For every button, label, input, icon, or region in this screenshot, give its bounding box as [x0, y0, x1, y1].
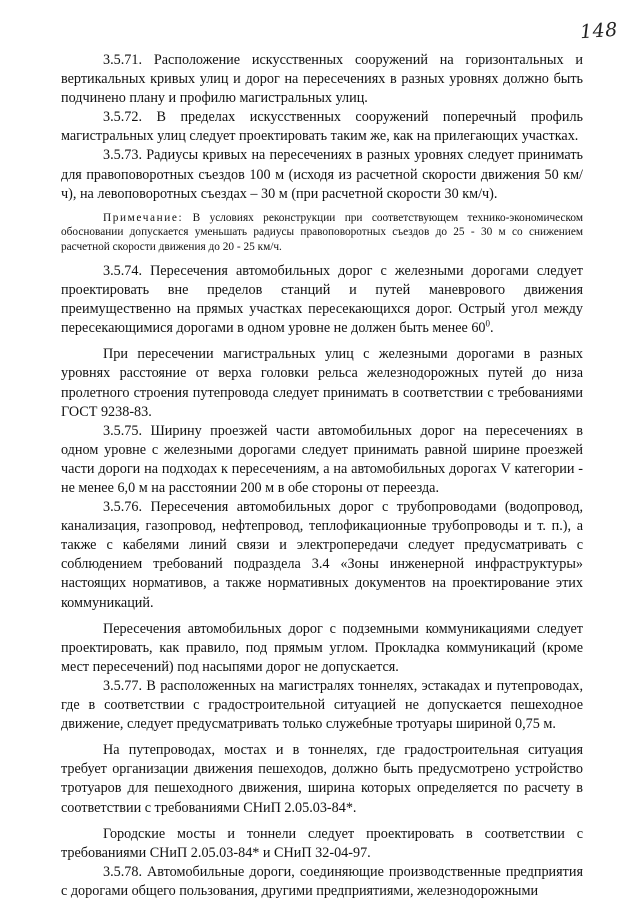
paragraph-3-5-77-bridges: Городские мосты и тоннели следует проектировать в соответствии с требованиями СНиП 2.05.03-84* и СНиП 32-04-97. [61, 825, 583, 861]
note-label: Примечание: [103, 211, 184, 224]
paragraph-3-5-71: 3.5.71. Расположение искусственных сооружений на горизонтальных и вертикальных кривых улиц и дорог на пересечениях в разных уровнях должно быть подчинено плану и профилю магистральных улиц. [61, 52, 583, 107]
note-paragraph [61, 211, 583, 254]
page-number: 148 [579, 18, 619, 44]
paragraph-3-5-74-text: 3.5.74. Пересечения автомобильных дорог с железными дорогами следует проектировать вне пределов станций и путей маневрового движения преимущественно на прямых участках пересекающихся дорог. Острый угол между пересекающимися дорогами в одном уровне не должен быть менее 60 [61, 262, 583, 337]
paragraph-3-5-76: 3.5.76. Пересечения автомобильных дорог с трубопроводами (водопровод, канализация, газопровод, нефтепровод, теплофикационные трубопроводы и т. п.), а также с кабелями линий связи и электропередачи следует предусматривать с соблюдением требований подраздела 3.4 «Зоны инженерной инфраструктуры» настоящих нормативов, а также нормативных документов на проектирование этих коммуникаций. [61, 499, 583, 611]
paragraph-3-5-74-continued: При пересечении магистральных улиц с железными дорогами в разных уровнях расстояние от верха головки рельса железнодорожных путей до низа пролетного строения путепровода следует принимать в соответствии с требованиями ГОСТ 9238-83. [61, 346, 583, 420]
document-body [61, 51, 583, 901]
note-text: В условиях реконструкции при соответствующем технико-экономическом обосновании допускается уменьшать радиусы правоповоротных съездов до 25 - 30 м со снижением расчетной скорости движения до 20 - 25 км/ч. [61, 211, 583, 253]
paragraph-3-5-72: 3.5.72. В пределах искусственных сооружений поперечный профиль магистральных улиц следует проектировать таким же, как на прилегающих участках. [61, 109, 583, 145]
paragraph-3-5-78: 3.5.78. Автомобильные дороги, соединяющие производственные предприятия с дорогами общего пользования, другими предприятиями, железнодорожными [61, 863, 583, 899]
paragraph-3-5-73: 3.5.73. Радиусы кривых на пересечениях в разных уровнях следует принимать для правоповоротных съездов 100 м (исходя из расчетной скорости движения 50 км/ч), на левоповоротных съездах – 30 м (при расчетной скорости 30 км/ч). [61, 147, 583, 202]
paragraph-3-5-77-continued: На путепроводах, мостах и в тоннелях, где градостроительная ситуация требует организации движения пешеходов, должно быть предусмотрено устройство тротуаров для пешеходного движения, ширина которых определяется по расчету в соответствии с требованиями СНиП 2.05.03-84*. [61, 742, 583, 816]
paragraph-3-5-74 [61, 262, 583, 338]
paragraph-3-5-76-continued: Пересечения автомобильных дорог с подземными коммуникациями следует проектировать, как правило, под прямым углом. Прокладка коммуникаций (кроме мест пересечений) под насыпями дорог не допускается. [61, 620, 583, 675]
paragraph-3-5-75: 3.5.75. Ширину проезжей части автомобильных дорог на пересечениях в одном уровне с железными дорогами следует принимать равной ширине проезжей части дороги на подходах к пересечениям, а на автомобильных дорогах V категории - не менее 6,0 м на расстоянии 200 м в обе стороны от переезда. [61, 422, 583, 496]
paragraph-3-5-77: 3.5.77. В расположенных на магистралях тоннелях, эстакадах и путепроводах, где в соответствии с градостроительной ситуацией не допускается пешеходное движение, следует предусматривать только служебные тротуары шириной 0,75 м. [61, 677, 583, 733]
paragraph-3-5-74-end: . [490, 320, 494, 337]
degree-superscript: 0 [485, 318, 491, 329]
